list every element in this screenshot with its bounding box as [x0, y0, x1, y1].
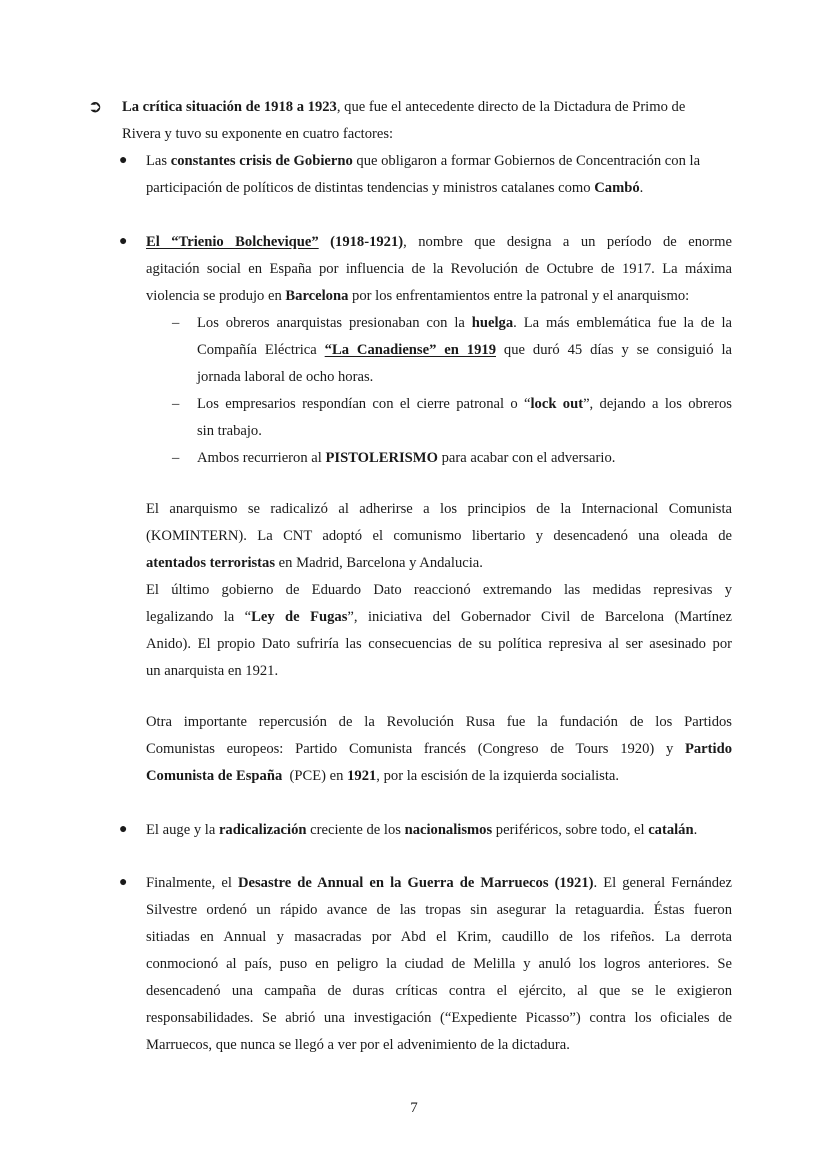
bullet-dot-icon: ● [119, 234, 128, 249]
text: Comunistas europeos: Partido Comunista francés (Congreso de Tours 1920) y [146, 741, 685, 757]
text: legalizando la “ [146, 609, 252, 625]
text: , por la escisión de la izquierda socialista. [376, 768, 620, 784]
trienio-line-3 [146, 286, 732, 306]
intro-title: La crítica situación de 1918 a 1923 [122, 99, 337, 115]
annual-line-3: sitiadas en Annual y masacradas por Abd el Krim, caudillo de los rifeños. La derrota [146, 929, 732, 945]
annual-line-6: responsabilidades. Se abrió una investigación (“Expediente Picasso”) contra los oficiales de [146, 1010, 732, 1026]
text: ”, dejando a los obreros [583, 396, 732, 412]
text: . [639, 180, 644, 196]
bold-term: nacionalismos [404, 822, 493, 838]
arrow-bullet-icon: ➲ [88, 97, 103, 117]
otra-line-1: Otra importante repercusión de la Revolución Rusa fue la fundación de los Partidos [146, 714, 732, 730]
text: El auge y la [146, 822, 219, 838]
bold-term: 1921 [347, 768, 377, 784]
text: para acabar con el adversario. [437, 450, 616, 466]
bold-term: Ley de Fugas [251, 609, 348, 625]
text: . [693, 822, 698, 838]
anarq-line-6: Anido). El propio Dato sufriría las consecuencias de su política represiva al ser asesinado por [146, 636, 732, 652]
bold-term: Comunista de España [146, 768, 283, 784]
bold-term: PISTOLERISMO [325, 450, 438, 466]
text: Finalmente, el [146, 875, 238, 891]
trienio-line-2: agitación social en España por influencia de la Revolución de Octubre de 1917. La máxima [146, 261, 732, 277]
text: Compañía Eléctrica [197, 342, 325, 358]
bold-term: Barcelona [285, 288, 349, 304]
text: en Madrid, Barcelona y Andalucia. [275, 555, 483, 571]
bold-term: catalán [648, 822, 694, 838]
intro-text: , que fue el antecedente directo de la Dictadura de Primo de [336, 99, 686, 115]
anarq-line-7: un anarquista en 1921. [146, 663, 279, 679]
text: que obligaron a formar Gobiernos de Concentración con la [352, 153, 701, 169]
anarq-line-3 [146, 553, 732, 573]
crisis-line-1 [146, 151, 732, 171]
dash1-line-3: jornada laboral de ocho horas. [197, 369, 374, 385]
text: . El general Fernández [593, 875, 733, 891]
annual-line-1 [146, 873, 732, 893]
bullet-dot-icon: ● [119, 875, 128, 890]
bold-term: Partido [684, 741, 732, 757]
text: , nombre que designa a un período de enorme [403, 234, 732, 250]
intro-line-2: Rivera y tuvo su exponente en cuatro factores: [122, 126, 394, 142]
text: ”, iniciativa del Gobernador Civil de Barcelona (Martínez [347, 609, 732, 625]
bold-term: El “Trienio Bolchevique” [146, 234, 319, 250]
annual-line-2: Silvestre ordenó un rápido avance de las tropas sin asegurar la retaguardia. Éstas fueron [146, 902, 732, 918]
page-number: 7 [410, 1100, 418, 1116]
dash-bullet: – [172, 396, 180, 412]
dash2-line-1 [197, 394, 732, 414]
bullet-dot-icon: ● [119, 153, 128, 168]
bold-term: huelga [471, 315, 514, 331]
bold-term: Desastre de Annual en la Guerra de Marruecos (1921) [237, 875, 594, 891]
text: (PCE) en [282, 768, 348, 784]
annual-line-5: desencadenó una campaña de duras críticas contra el ejército, al que se le exigieron [146, 983, 732, 999]
annual-line-4: conmocionó al país, puso en peligro la ciudad de Melilla y anuló los logros anteriores. Se [146, 956, 732, 972]
auge-line-1 [146, 820, 732, 840]
bold-term: “La Canadiense” en 1919 [324, 342, 496, 358]
otra-line-3 [146, 766, 732, 786]
bold-term: (1918-1921) [318, 234, 404, 250]
crisis-line-2 [146, 178, 732, 198]
trienio-line-1 [146, 232, 732, 252]
bold-term: Cambó [594, 180, 640, 196]
text: creciente de los [306, 822, 405, 838]
dash1-line-2 [197, 340, 732, 360]
anarq-line-1: El anarquismo se radicalizó al adherirse a los principios de la Internacional Comunista [146, 501, 732, 517]
dash-bullet: – [172, 315, 180, 331]
dash-bullet: – [172, 450, 180, 466]
anarq-line-4: El último gobierno de Eduardo Dato reaccionó extremando las medidas represivas y [146, 582, 732, 598]
dash3-line-1 [197, 448, 732, 468]
text: Los obreros anarquistas presionaban con la [197, 315, 472, 331]
bold-term: lock out [530, 396, 584, 412]
anarq-line-5 [146, 607, 732, 627]
text: Los empresarios respondían con el cierre patronal o “ [197, 396, 531, 412]
bold-term: radicalización [218, 822, 307, 838]
text: participación de políticos de distintas tendencias y ministros catalanes como [146, 180, 595, 196]
text: por los enfrentamientos entre la patronal y el anarquismo: [348, 288, 690, 304]
anarq-line-2: (KOMINTERN). La CNT adoptó el comunismo libertario y desencadenó una oleada de [146, 528, 732, 544]
intro-line-1 [122, 97, 732, 117]
text: . La más emblemática fue la de la [513, 315, 732, 331]
text: Las [146, 153, 171, 169]
bullet-dot-icon: ● [119, 822, 128, 837]
bold-term: atentados terroristas [146, 555, 276, 571]
otra-line-2 [146, 739, 732, 759]
dash1-line-1 [197, 313, 732, 333]
text: violencia se produjo en [146, 288, 286, 304]
dash2-line-2: sin trabajo. [197, 423, 262, 439]
text: periféricos, sobre todo, el [492, 822, 649, 838]
bold-term: constantes crisis de Gobierno [170, 153, 353, 169]
annual-line-7: Marruecos, que nunca se llegó a ver por el advenimiento de la dictadura. [146, 1037, 570, 1053]
text: que duró 45 días y se consiguió la [496, 342, 732, 358]
text: Ambos recurrieron al [197, 450, 326, 466]
